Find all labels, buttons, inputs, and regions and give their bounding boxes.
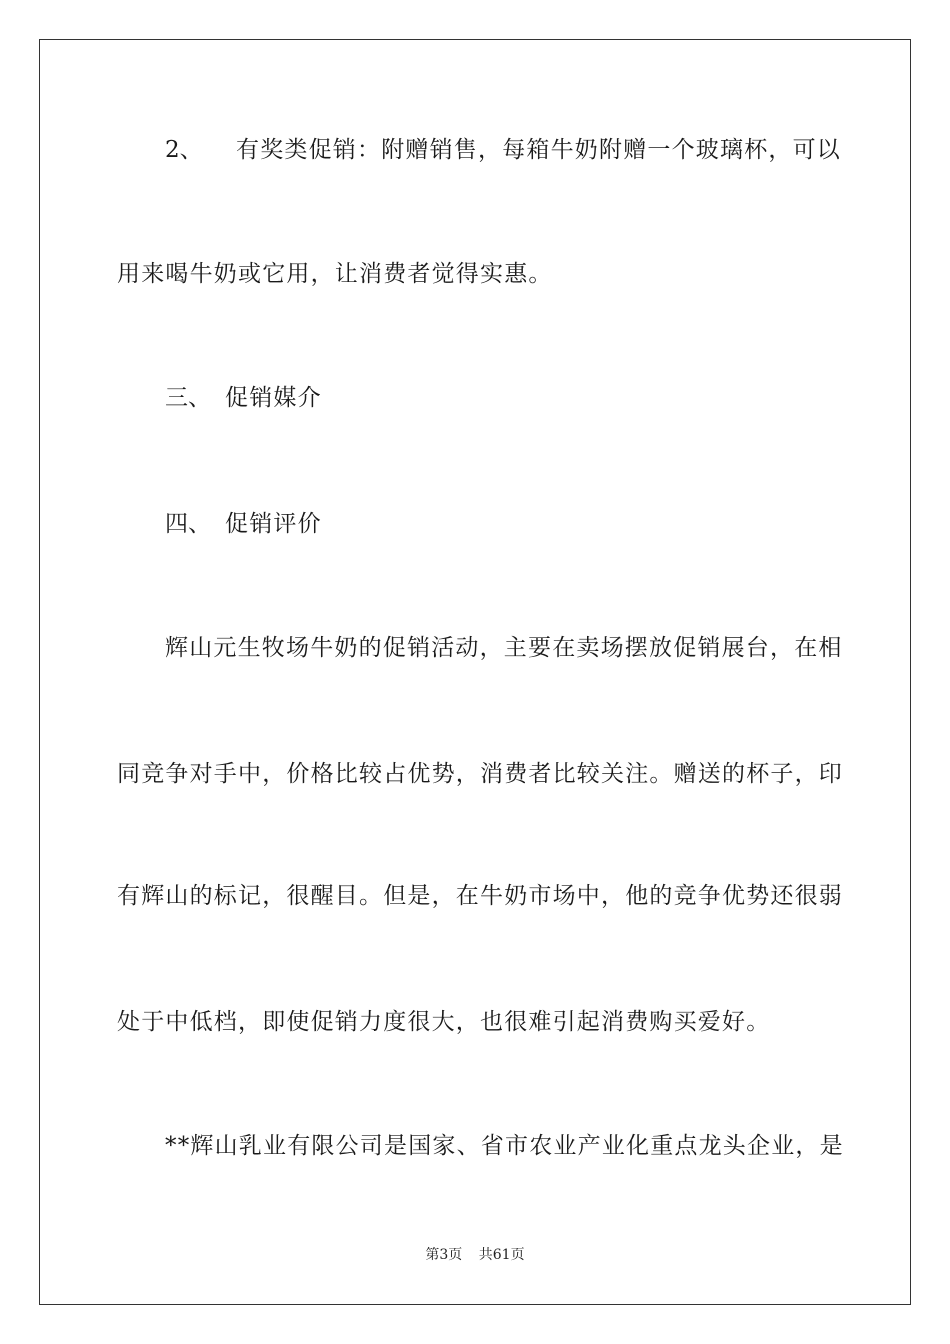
paragraph-1-line-3: 有辉山的标记，很醒目。但是，在牛奶市场中，他的竞争优势还很弱 — [117, 883, 843, 909]
item-2-number: 2、 — [165, 137, 203, 163]
paragraph-1-line-4: 处于中低档，即使促销力度很大，也很难引起消费购买爱好。 — [117, 1009, 771, 1035]
page-footer — [0, 1246, 950, 1264]
page-number: 第3页 — [425, 1247, 463, 1263]
heading-3-number: 三、 — [165, 385, 211, 411]
paragraph-1-line-2: 同竞争对手中，价格比较占优势，消费者比较关注。赠送的杯子，印 — [117, 761, 843, 787]
paragraph-1-line-1: 辉山元生牧场牛奶的促销活动，主要在卖场摆放促销展台，在相 — [165, 635, 843, 661]
item-2-line-2: 用来喝牛奶或它用，让消费者觉得实惠。 — [117, 261, 553, 287]
heading-4-text: 促销评价 — [225, 511, 322, 537]
paragraph-2-line-1: **辉山乳业有限公司是国家、省市农业产业化重点龙头企业，是 — [165, 1133, 844, 1159]
item-2-line-1: 有奖类促销：附赠销售，每箱牛奶附赠一个玻璃杯，可以 — [236, 137, 841, 163]
page-total: 共61页 — [478, 1247, 525, 1263]
page-border — [39, 39, 911, 1305]
heading-3-text: 促销媒介 — [225, 385, 322, 411]
heading-4-number: 四、 — [165, 511, 211, 537]
